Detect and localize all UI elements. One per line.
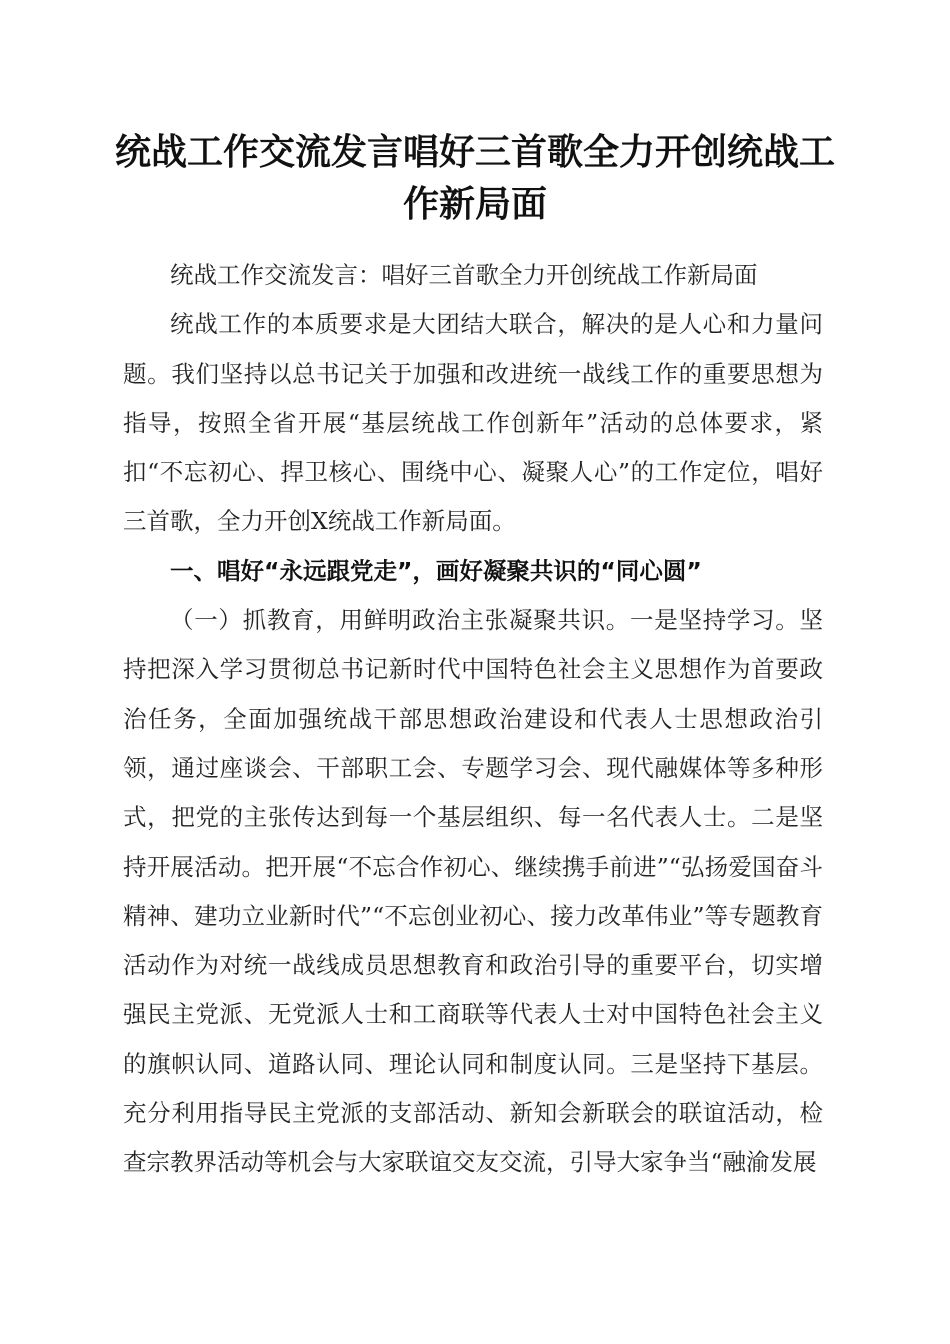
paragraph-section-content: （一）抓教育，用鲜明政治主张凝聚共识。一是坚持学习。坚持把深入学习贯彻总书记新时代中国特色社会主义思想作为首要政治任务，全面加强统战干部思想政治建设和代表人士思想政治引领，通过座谈会、干部职工会、专题学习会、现代融媒体等多种形式，把党的主张传达到每一个基层组织、每一名代表人士。二是坚持开展活动。把开展“不忘合作初心、继续携手前进”“弘扬爱国奋斗精神、建功立业新时代”“不忘创业初心、接力改革伟业”等专题教育活动作为对统一战线成员思想教育和政治引导的重要平台，切实增强民主党派、无党派人士和工商联等代表人士对中国特色社会主义的旗帜认同、道路认同、理论认同和制度认同。三是坚持下基层。充分利用指导民主党派的支部活动、新知会新联会的联谊活动，检查宗教界活动等机会与大家联谊交友交流，引导大家争当“融渝发展 (123, 606, 823, 1177)
document-title: 统战工作交流发言唱好三首歌全力开创统战工作新局面 (114, 131, 835, 225)
paragraph-intro: 统战工作的本质要求是大团结大联合，解决的是人心和力量问题。我们坚持以总书记关于加强和改进统一战线工作的重要思想为指导，按照全省开展“基层统战工作创新年”活动的总体要求，紧扣“不忘初心、捍卫核心、围绕中心、凝聚人心”的工作定位，唱好三首歌，全力开创X统战工作新局面。 (123, 310, 823, 536)
paragraph-subtitle: 统战工作交流发言：唱好三首歌全力开创统战工作新局面 (170, 261, 758, 289)
document-body (123, 251, 823, 1188)
section-heading: 一、唱好“永远跟党走”，画好凝聚共识的“同心圆” (170, 556, 702, 585)
